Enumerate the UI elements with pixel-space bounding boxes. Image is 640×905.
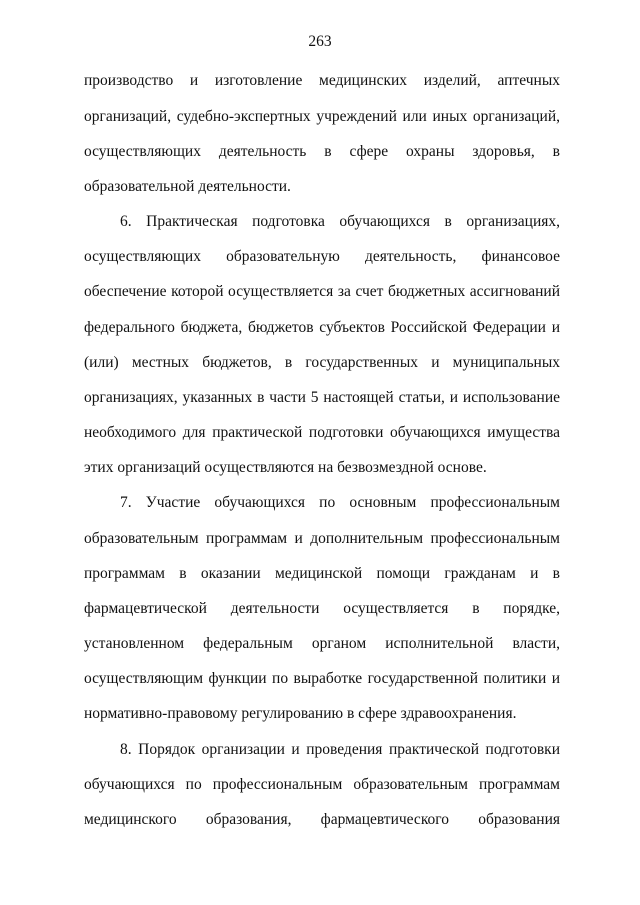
text-line: 7. Участие обучающихся по основным профессиональным [120, 494, 560, 511]
page-number: 263 [308, 33, 332, 50]
text-line: нормативно-правовому регулированию в сфере здравоохранения. [84, 705, 517, 722]
text-line: 8. Порядок организации и проведения практической подготовки [120, 741, 560, 758]
text-line: образовательным программам и дополнительным профессиональным [84, 530, 560, 547]
text-line: организациях, указанных в части 5 настоящей статьи, и использование [84, 389, 560, 406]
text-line: медицинского образования, фармацевтического образования [84, 811, 560, 828]
text-line: осуществляющим функции по выработке государственной политики и [84, 670, 560, 687]
text-line: этих организаций осуществляются на безвозмездной основе. [84, 459, 487, 476]
text-line: осуществляющих деятельность в сфере охраны здоровья, в [84, 143, 560, 160]
text-line: необходимого для практической подготовки обучающихся имущества [84, 424, 560, 441]
text-line: производство и изготовление медицинских изделий, аптечных [84, 72, 560, 89]
text-line: установленном федеральным органом исполнительной власти, [84, 635, 560, 652]
text-line: программам в оказании медицинской помощи гражданам и в [84, 565, 560, 582]
text-line: федерального бюджета, бюджетов субъектов Российской Федерации и [84, 319, 560, 336]
text-line: обучающихся по профессиональным образовательным программам [84, 776, 560, 793]
text-line: фармацевтической деятельности осуществляется в порядке, [84, 600, 560, 617]
text-line: 6. Практическая подготовка обучающихся в организациях, [120, 213, 560, 230]
text-line: обеспечение которой осуществляется за счет бюджетных ассигнований [84, 283, 560, 300]
text-line: осуществляющих образовательную деятельность, финансовое [84, 248, 560, 265]
text-line: (или) местных бюджетов, в государственных и муниципальных [84, 354, 560, 371]
text-line: организаций, судебно-экспертных учреждений или иных организаций, [84, 108, 560, 125]
text-line: образовательной деятельности. [84, 178, 291, 195]
